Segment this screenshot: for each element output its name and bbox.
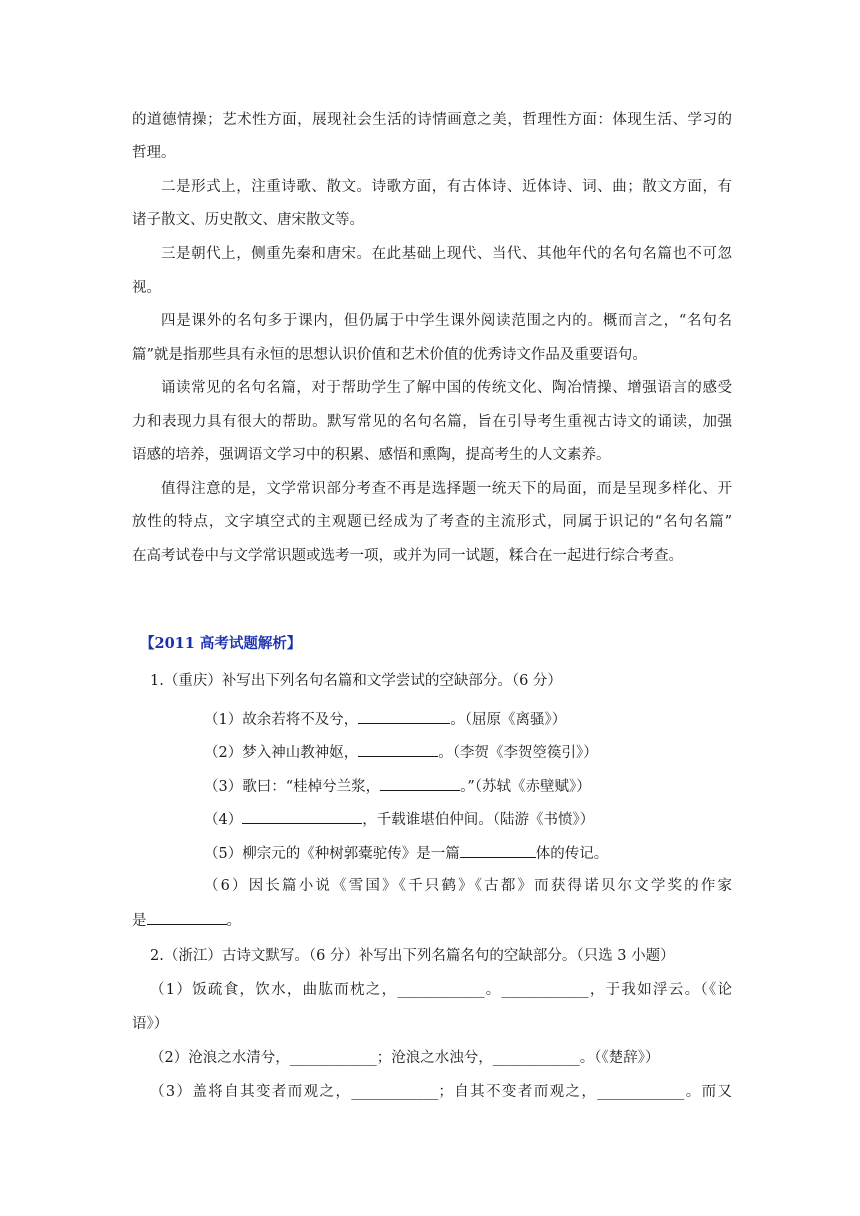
answer-blank[interactable] xyxy=(380,775,460,791)
question-1-item-6-line-2 xyxy=(132,909,732,931)
question-2-item-3: （3）盖将自其变者而观之，____________；自其不变者而观之，____________。而又 xyxy=(150,1084,732,1100)
question-2-stem: 2.（浙江）古诗文默写。（6 分）补写出下列名篇名句的空缺部分。（只选 3 小题） xyxy=(150,948,675,964)
intro-paragraph-2-line-2: 视。 xyxy=(132,280,161,296)
intro-paragraph-4-line-3: 语感的培养，强调语文学习中的积累、感悟和熏陶，提高考生的人文素养。 xyxy=(132,447,611,463)
question-1-item-5-suffix: 体的传记。 xyxy=(535,846,609,862)
question-1-item-2-suffix: 。（李贺《李贺箜篌引》） xyxy=(438,745,598,761)
question-1-item-3 xyxy=(204,775,804,797)
question-2-item-1-line-2: 语》） xyxy=(132,1016,169,1032)
question-1-item-6-line-1: （6）因长篇小说《雪国》《千只鹤》《古都》而获得诺贝尔文学奖的作家 xyxy=(204,878,732,894)
section-heading: 【2011 高考试题解析】 xyxy=(140,635,302,652)
intro-paragraph-3-line-1: 四是课外的名句多于课内，但仍属于中学生课外阅读范围之内的。概而言之，“名句名 xyxy=(161,313,732,329)
question-1-item-4 xyxy=(204,808,804,830)
question-1-item-5-prefix: （5）柳宗元的《种树郭橐驼传》是一篇 xyxy=(204,846,460,862)
intro-paragraph-5-line-2: 放性的特点，文字填空式的主观题已经成为了考查的主流形式，同属于识记的“名句名篇” xyxy=(132,514,732,530)
question-1-item-3-prefix: （3）歌曰：“桂棹兮兰浆， xyxy=(204,779,381,795)
intro-paragraph-1-line-1: 二是形式上，注重诗歌、散文。诗歌方面，有古体诗、近体诗、词、曲；散文方面，有 xyxy=(161,179,732,195)
question-1-item-1 xyxy=(204,708,804,730)
intro-paragraph-0-line-1: 的道德情操；艺术性方面，展现社会生活的诗情画意之美，哲理性方面：体现生活、学习的 xyxy=(132,112,732,128)
intro-paragraph-5-line-3: 在高考试卷中与文学常识题或选考一项，或并为同一试题，糅合在一起进行综合考查。 xyxy=(132,548,683,564)
answer-blank[interactable] xyxy=(460,842,536,858)
question-1-item-1-suffix: 。（屈原《离骚》） xyxy=(450,712,567,728)
answer-blank[interactable] xyxy=(242,808,362,824)
intro-paragraph-2-line-1: 三是朝代上，侧重先秦和唐宋。在此基础上现代、当代、其他年代的名句名篇也不可忽 xyxy=(161,246,732,262)
question-1-item-4-prefix: （4） xyxy=(204,812,243,828)
intro-paragraph-0-line-2: 哲理。 xyxy=(132,145,176,161)
question-1-item-3-suffix: 。”（苏轼《赤壁赋》） xyxy=(460,779,591,795)
intro-paragraph-4-line-1: 诵读常见的名句名篇，对于帮助学生了解中国的传统文化、陶冶情操、增强语言的感受 xyxy=(161,380,732,396)
intro-paragraph-1-line-2: 诸子散文、历史散文、唐宋散文等。 xyxy=(132,212,364,228)
question-1-item-2-prefix: （2）梦入神山教神妪， xyxy=(204,745,359,761)
question-1-item-4-suffix: ，千载谁堪伯仲间。（陆游《书愤》） xyxy=(362,812,595,828)
question-1-item-5 xyxy=(204,842,804,864)
question-1-item-1-prefix: （1）故余若将不及兮， xyxy=(204,712,359,728)
question-1-item-6-prefix: 是 xyxy=(132,913,147,929)
answer-blank[interactable] xyxy=(147,909,227,925)
intro-paragraph-4-line-2: 力和表现力具有很大的帮助。默写常见的名句名篇，旨在引导考生重视古诗文的诵读，加强 xyxy=(132,414,732,430)
question-2-item-1-line-1: （1）饭疏食，饮水，曲肱而枕之，____________。____________，于我如浮云。（《论 xyxy=(150,982,732,998)
answer-blank[interactable] xyxy=(358,741,438,757)
question-2-item-2: （2）沧浪之水清兮，____________；沧浪之水浊兮，____________。（《楚辞》） xyxy=(150,1050,660,1066)
question-1-item-6-suffix: 。 xyxy=(226,913,241,929)
intro-paragraph-3-line-2: 篇”就是指那些具有永恒的思想认识价值和艺术价值的优秀诗文作品及重要语句。 xyxy=(132,347,647,363)
intro-paragraph-5-line-1: 值得注意的是，文学常识部分考查不再是选择题一统天下的局面，而是呈现多样化、开 xyxy=(161,481,732,497)
answer-blank[interactable] xyxy=(358,708,450,724)
question-1-item-2 xyxy=(204,741,804,763)
question-1-stem: 1.（重庆）补写出下列名句名篇和文学尝试的空缺部分。（6 分） xyxy=(150,673,562,689)
